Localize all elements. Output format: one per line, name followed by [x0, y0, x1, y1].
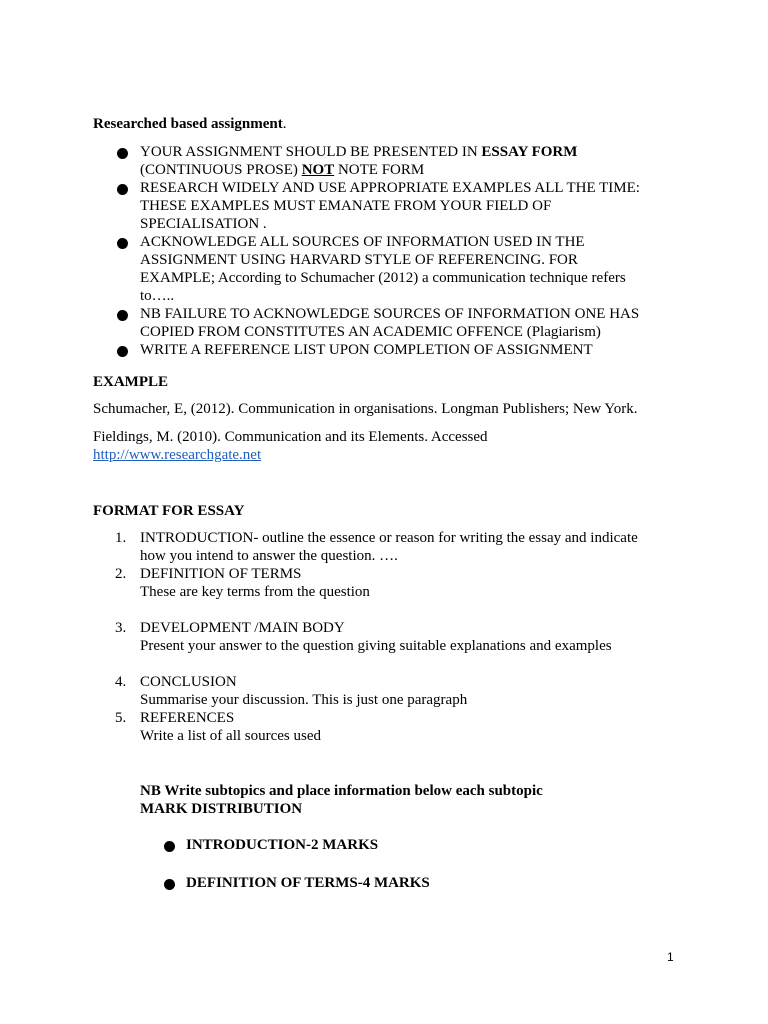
format-item-definition [93, 565, 683, 601]
reference-entry-2: Fieldings, M. (2010). Communication and its Elements. Accessed [93, 429, 488, 445]
bullet-icon [164, 879, 175, 890]
nb-note: NB Write subtopics and place information below each subtopic [140, 783, 543, 799]
mark-distribution-heading: MARK DISTRIBUTION [140, 801, 303, 817]
format-numbered-list [93, 529, 683, 601]
list-number: 5. [115, 710, 127, 726]
format-item-references [93, 709, 683, 745]
bullet-line: ACKNOWLEDGE ALL SOURCES OF INFORMATION USED IN THE [140, 234, 585, 250]
format-item-title: REFERENCES [140, 710, 235, 726]
format-item-description: These are key terms from the question [140, 584, 370, 600]
format-item-conclusion [93, 673, 683, 709]
format-item-development [93, 619, 683, 655]
format-item-description: how you intend to answer the question. …. [140, 548, 398, 564]
format-item-title: DEFINITION OF TERMS [140, 566, 302, 582]
bullet-icon [117, 346, 128, 357]
format-numbered-list-end [93, 673, 683, 745]
format-heading: FORMAT FOR ESSAY [93, 503, 245, 519]
bullet-text-not: NOT [301, 162, 335, 178]
bullet-icon [164, 841, 175, 852]
format-item-description: Summarise your discussion. This is just one paragraph [140, 692, 468, 708]
bullet-line [140, 161, 683, 179]
bullet-text: WRITE A REFERENCE LIST UPON COMPLETION OF ASSIGNMENT [140, 342, 593, 358]
bullet-item-essay-form [93, 143, 683, 179]
format-numbered-list-continued [93, 619, 683, 655]
bullet-text-bold: ESSAY FORM [481, 144, 578, 160]
format-item-title: DEVELOPMENT /MAIN BODY [140, 620, 345, 636]
format-item-title: INTRODUCTION- outline the essence or reason for writing the essay and indicate [140, 530, 638, 546]
bullet-icon [117, 148, 128, 159]
bullet-icon [117, 184, 128, 195]
bullet-item-research [93, 179, 683, 233]
bullet-icon [117, 238, 128, 249]
bullet-text: (CONTINUOUS PROSE) [140, 162, 302, 178]
bullet-item-acknowledge [93, 233, 683, 305]
bullet-item-reference-list [93, 341, 683, 359]
format-item-description: Write a list of all sources used [140, 728, 322, 744]
format-item-introduction [93, 529, 683, 565]
reference-link[interactable]: http://www.researchgate.net [93, 447, 262, 463]
bullet-icon [117, 310, 128, 321]
page-number: 1 [667, 950, 674, 964]
example-heading: EXAMPLE [93, 374, 168, 390]
instructions-bullet-list [93, 143, 683, 359]
list-number: 2. [115, 566, 127, 582]
bullet-text: NOTE FORM [334, 162, 425, 178]
bullet-text: YOUR ASSIGNMENT SHOULD BE PRESENTED IN [140, 144, 482, 160]
bullet-line: COPIED FROM CONSTITUTES AN ACADEMIC OFFENCE (Plagiarism) [140, 324, 601, 340]
format-item-title: CONCLUSION [140, 674, 237, 690]
mark-text: DEFINITION OF TERMS-4 MARKS [186, 875, 430, 891]
format-item-description: Present your answer to the question giving suitable explanations and examples [140, 638, 612, 654]
list-number: 3. [115, 620, 127, 636]
bullet-line: NB FAILURE TO ACKNOWLEDGE SOURCES OF INFORMATION ONE HAS [140, 306, 640, 322]
heading-text: Researched based assignment [93, 116, 283, 132]
list-number: 1. [115, 530, 127, 546]
bullet-item-plagiarism [93, 305, 683, 341]
bullet-text: RESEARCH WIDELY AND USE APPROPRIATE EXAMPLES ALL THE TIME: THESE EXAMPLES MUST EMANATE FROM YOUR FIELD OF SPECIALISATION . [140, 180, 640, 232]
bullet-line: to….. [140, 288, 175, 304]
mark-text: INTRODUCTION-2 MARKS [186, 837, 379, 853]
reference-entry-1: Schumacher, E, (2012). Communication in organisations. Longman Publishers; New York. [93, 401, 638, 417]
bullet-line: EXAMPLE; According to Schumacher (2012) a communication technique refers [140, 270, 626, 286]
heading-period: . [282, 116, 287, 132]
list-number: 4. [115, 674, 127, 690]
document-heading [93, 115, 286, 133]
bullet-line: ASSIGNMENT USING HARVARD STYLE OF REFERENCING. FOR [140, 252, 578, 268]
bullet-line [140, 143, 683, 161]
